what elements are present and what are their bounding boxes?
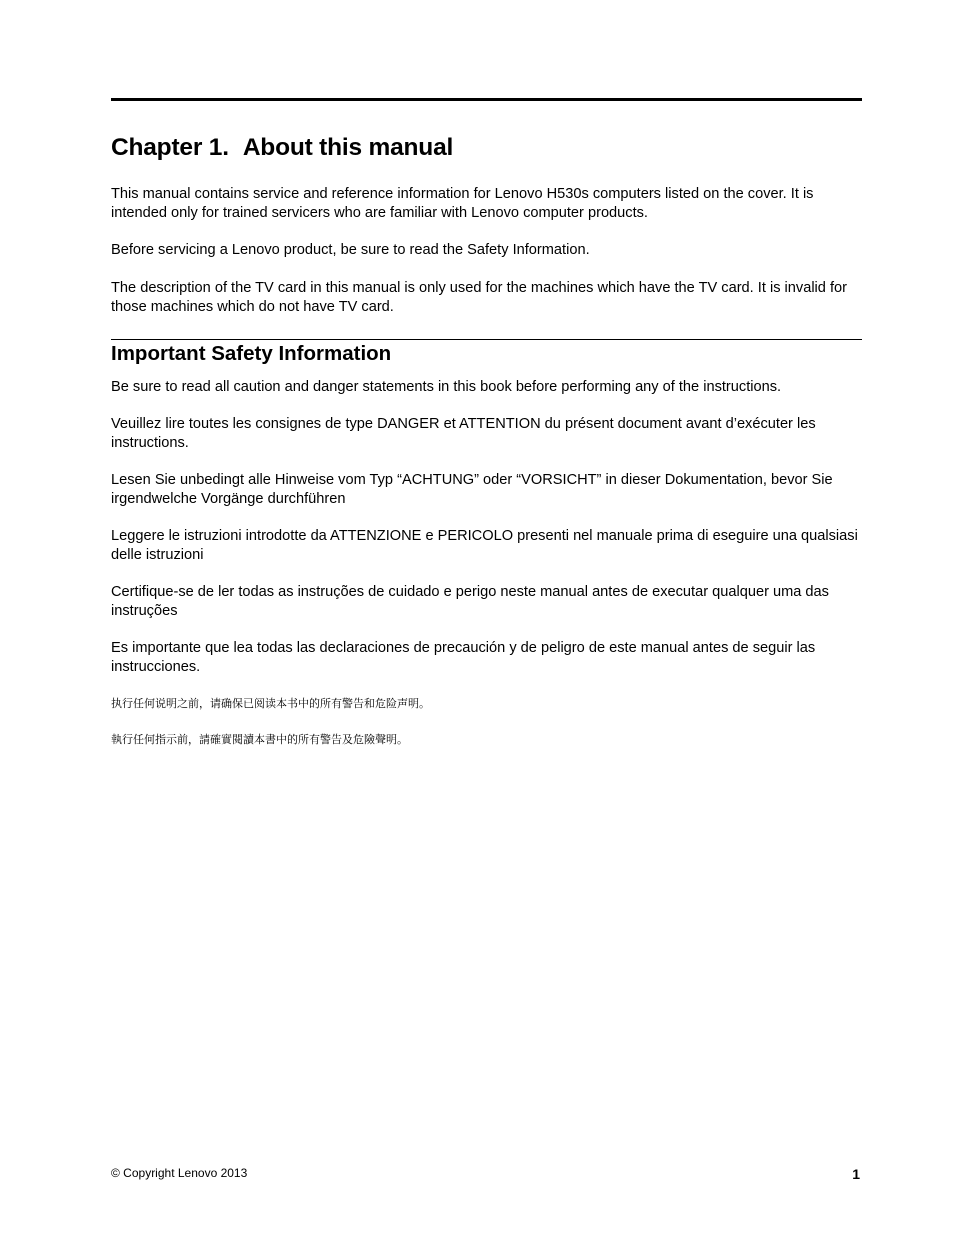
- section-heading: Important Safety Information: [111, 342, 392, 365]
- page-number: 1: [852, 1166, 860, 1182]
- safety-paragraph-simplified-chinese: 执行任何说明之前，请确保已阅读本书中的所有警告和危险声明。: [111, 697, 430, 710]
- intro-paragraph-3: The description of the TV card in this manual is only used for the machines which have the TV card. It is invalid for those machines which do not have TV card.: [111, 280, 848, 315]
- intro-paragraph-1: This manual contains service and reference information for Lenovo H530s computers listed on the cover. It is intended only for trained servicers who are familiar with Lenovo computer products.: [111, 186, 814, 221]
- safety-paragraph-french: Veuillez lire toutes les consignes de type DANGER et ATTENTION du présent document avant d’exécuter les instructions.: [111, 416, 816, 451]
- safety-paragraph-english: Be sure to read all caution and danger statements in this book before performing any of the instructions.: [111, 379, 782, 395]
- intro-paragraph-2: Before servicing a Lenovo product, be sure to read the Safety Information.: [111, 242, 590, 258]
- chapter-title: [111, 134, 453, 162]
- safety-paragraph-german: Lesen Sie unbedingt alle Hinweise vom Typ “ACHTUNG” oder “VORSICHT” in dieser Dokumentation, bevor Sie irgendwelche Vorgänge durchführen: [111, 472, 833, 507]
- safety-paragraph-portuguese: Certifique-se de ler todas as instruções de cuidado e perigo neste manual antes de executar qualquer uma das instruções: [111, 584, 829, 619]
- chapter-top-rule: [111, 98, 862, 101]
- section-rule: [111, 339, 862, 340]
- safety-paragraph-italian: Leggere le istruzioni introdotte da ATTENZIONE e PERICOLO presenti nel manuale prima di eseguire una qualsiasi delle istruzioni: [111, 528, 858, 563]
- safety-paragraph-spanish: Es importante que lea todas las declaraciones de precaución y de peligro de este manual antes de seguir las instrucciones.: [111, 640, 816, 675]
- safety-paragraph-traditional-chinese: 執行任何指示前，請確實閱讀本書中的所有警告及危險聲明。: [111, 733, 408, 746]
- chapter-title-text: About this manual: [242, 134, 454, 161]
- copyright-notice: © Copyright Lenovo 2013: [111, 1166, 248, 1180]
- chapter-number: Chapter 1.: [111, 134, 229, 161]
